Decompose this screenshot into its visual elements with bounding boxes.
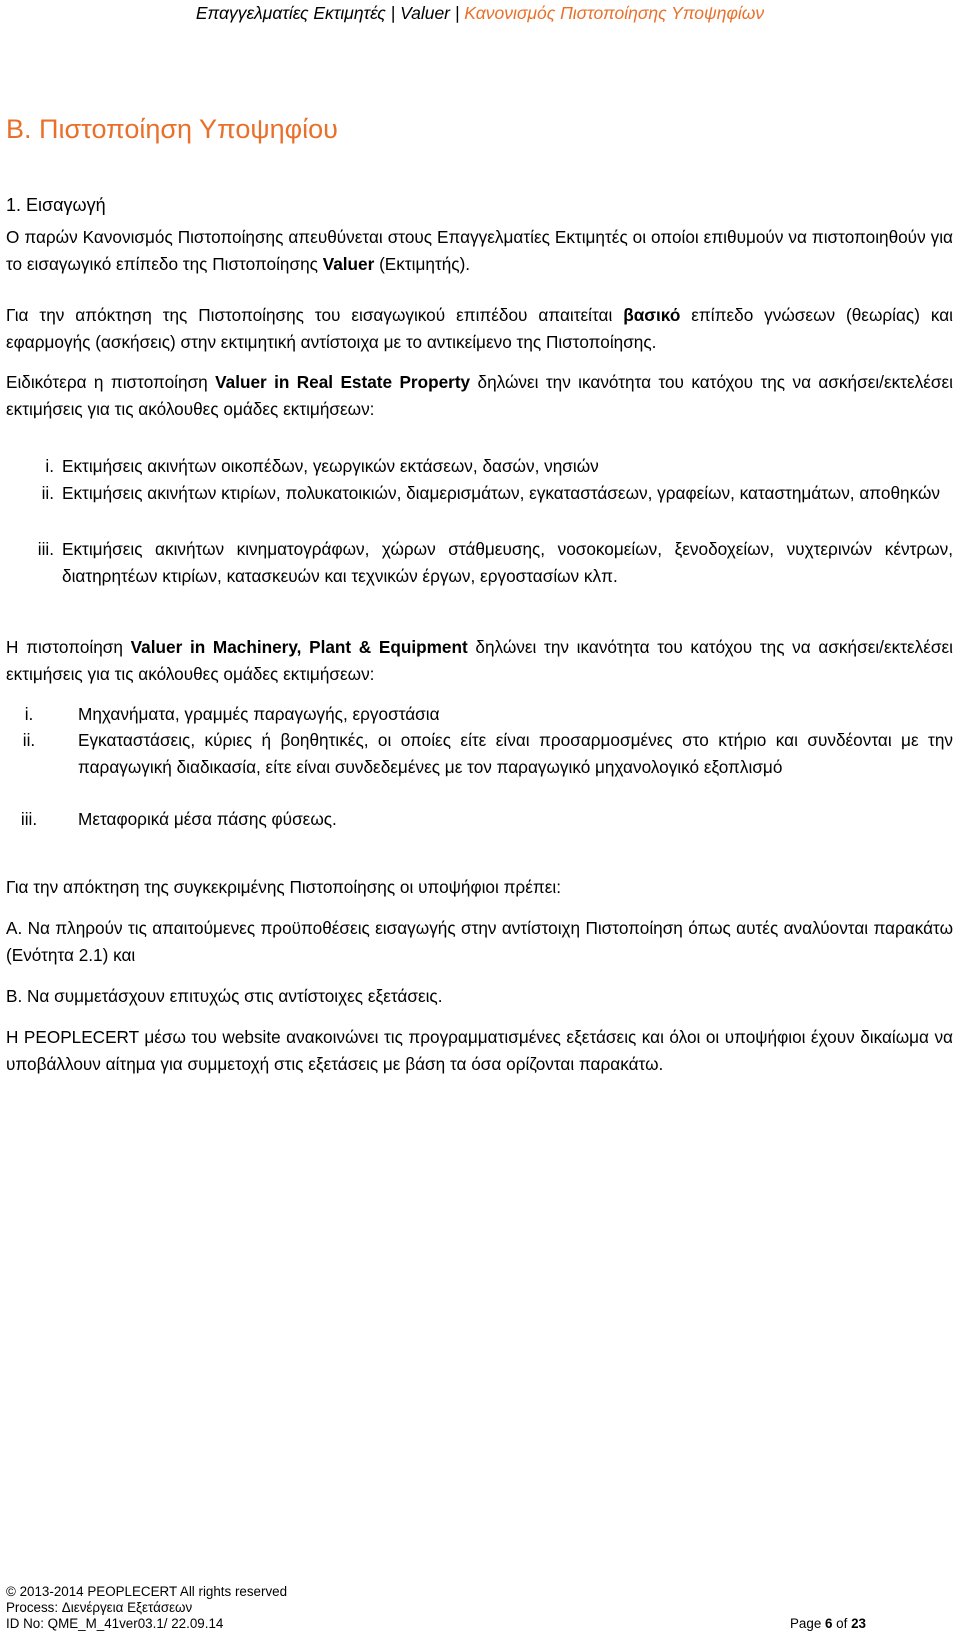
machinery-paragraph	[6, 634, 953, 687]
requirement-b: Β. Να συμμετάσχουν επιτυχώς στις αντίστοιχες εξετάσεις.	[6, 986, 443, 1006]
footer-id: ID No: QME_M_41ver03.1/ 22.09.14	[6, 1616, 224, 1631]
real-estate-paragraph	[6, 369, 953, 422]
footer-copyright: © 2013-2014 PEOPLECERT All rights reserved	[6, 1584, 288, 1599]
requirements-intro: Για την απόκτηση της συγκεκριμένης Πιστοποίησης οι υποψήφιοι πρέπει:	[6, 877, 561, 897]
list-item: Μεταφορικά μέσα πάσης φύσεως.	[78, 809, 337, 829]
list-item-number: i.	[24, 704, 34, 724]
basic-bold: βασικό	[623, 305, 681, 325]
list-item: Μηχανήματα, γραμμές παραγωγής, εργοστάσια	[78, 704, 440, 724]
list-item: Εγκαταστάσεις, κύριες ή βοηθητικές, οι οποίες είτε είναι προσαρμοσμένες στο κτήριο και συνδέονται με την παραγωγική διαδικασία, είτε είναι συνδεδεμένες με τον παραγωγικό μηχανολογικό εξοπλισμό	[78, 730, 953, 777]
page-label: Page	[790, 1616, 825, 1631]
list-item-number: ii.	[41, 483, 54, 503]
machinery-tail: δηλώνει την ικανότητα του κατόχου της να ασκήσει/εκτελέσει εκτιμήσεις για τις ακόλουθες ομάδες εκτιμήσεων:	[6, 637, 953, 684]
basic-level-paragraph	[6, 302, 953, 355]
peoplecert-paragraph: Η PEOPLECERT μέσω του website ανακοινώνει τις προγραμματισμένες εξετάσεις και όλοι οι υποψήφιοι έχουν δικαίωμα να υποβάλλουν αίτημα για συμμετοχή στις εξετάσεις με βάση τα όσα ορίζονται παρακάτω.	[6, 1027, 953, 1074]
header-doc-subtitle: Κανονισμός Πιστοποίησης Υποψηφίων	[464, 3, 765, 23]
machinery-bold: Valuer in Machinery, Plant & Equipment	[130, 637, 468, 657]
intro-text: Ο παρών Κανονισμός Πιστοποίησης απευθύνεται στους Επαγγελματίες Εκτιμητές οι οποίοι επιθυμούν να πιστοποιηθούν για το εισαγωγικό επίπεδο της Πιστοποίησης	[6, 227, 953, 274]
subsection-title: 1. Εισαγωγή	[6, 195, 106, 215]
intro-bold: Valuer	[322, 253, 375, 274]
section-title: Β. Πιστοποίηση Υποψηφίου	[6, 114, 338, 144]
intro-tail: (Εκτιμητής).	[374, 253, 471, 274]
list-item-number: iii.	[37, 539, 54, 559]
real-estate-bold: Valuer in Real Estate Property	[215, 372, 471, 392]
basic-text: Για την απόκτηση της Πιστοποίησης του εισαγωγικού επιπέδου απαιτείται	[6, 305, 624, 325]
footer-page-number	[790, 1616, 954, 1632]
page-total: 23	[851, 1616, 866, 1631]
list-item: Εκτιμήσεις ακινήτων οικοπέδων, γεωργικών εκτάσεων, δασών, νησιών	[62, 456, 599, 476]
real-estate-tail: δηλώνει την ικανότητα του κατόχου της να ασκήσει/εκτελέσει εκτιμήσεις για τις ακόλουθες ομάδες εκτιμήσεων:	[6, 372, 954, 419]
page-of-label: of	[832, 1616, 852, 1631]
requirement-a: Α. Να πληρούν τις απαιτούμενες προϋποθέσεις εισαγωγής στην αντίστοιχη Πιστοποίηση όπως αυτές αναλύονται παρακάτω (Ενότητα 2.1) και	[6, 918, 953, 965]
basic-tail: επίπεδο γνώσεων (θεωρίας) και εφαρμογής (ασκήσεις) στην εκτιμητική αντίστοιχα με το αντικείμενο της Πιστοποίησης.	[6, 305, 953, 352]
footer-process: Process: Διενέργεια Εξετάσεων	[6, 1600, 193, 1615]
intro-paragraph	[6, 224, 953, 277]
real-estate-text: Ειδικότερα η πιστοποίηση	[6, 372, 216, 392]
page-current: 6	[825, 1616, 833, 1631]
list-item-number: iii.	[20, 809, 38, 829]
page-header	[0, 2, 960, 24]
list-item-number: ii.	[22, 730, 36, 750]
list-item: Εκτιμήσεις ακινήτων κτιρίων, πολυκατοικιών, διαμερισμάτων, εγκαταστάσεων, γραφείων, καταστημάτων, αποθηκών	[62, 483, 940, 503]
list-item-number: i.	[45, 456, 54, 476]
list-item: Εκτιμήσεις ακινήτων κινηματογράφων, χώρων στάθμευσης, νοσοκομείων, ξενοδοχείων, νυχτερινών κέντρων, διατηρητέων κτιρίων, κατασκευών και τεχνικών έργων, εργοστασίων κλπ.	[62, 539, 953, 586]
machinery-text: Η πιστοποίηση	[6, 637, 131, 657]
header-doc-title: Επαγγελματίες Εκτιμητές | Valuer |	[195, 3, 465, 23]
